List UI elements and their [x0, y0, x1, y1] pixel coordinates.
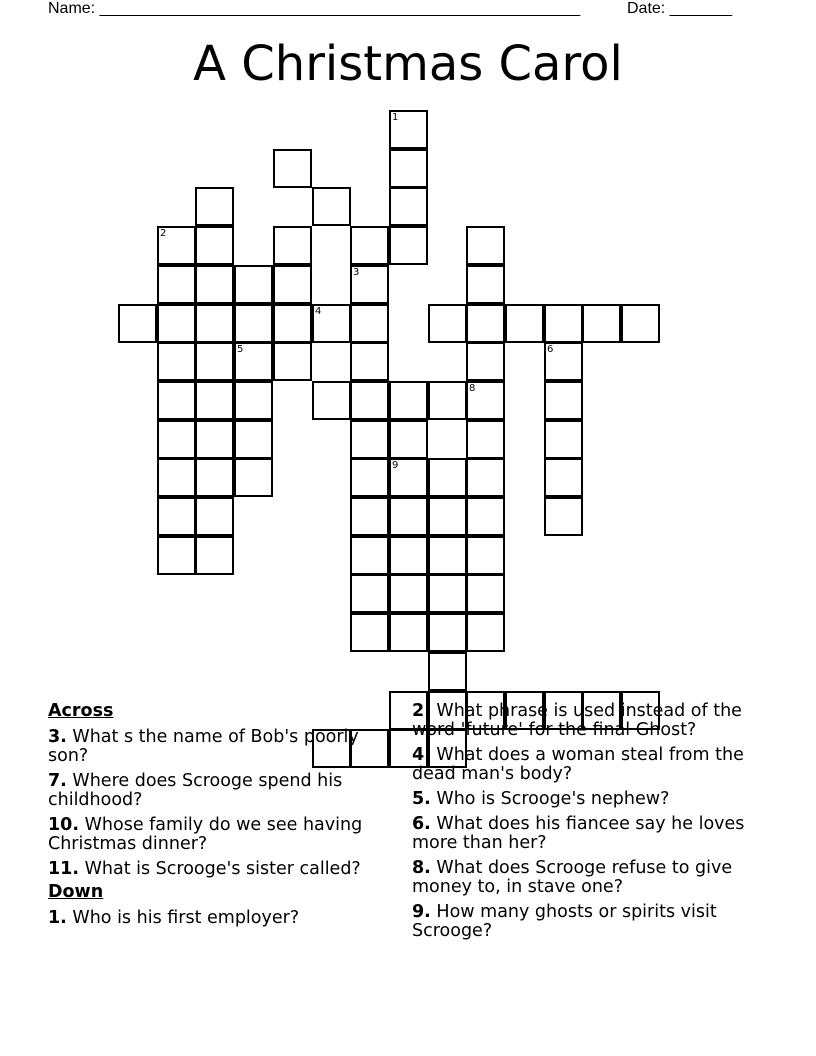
grid-cell[interactable]	[157, 265, 196, 304]
grid-cell[interactable]	[350, 613, 389, 652]
grid-cell[interactable]	[544, 497, 583, 536]
page-title: A Christmas Carol	[193, 36, 623, 92]
grid-cell[interactable]	[466, 381, 505, 420]
grid-cell[interactable]	[428, 381, 467, 420]
grid-cell[interactable]	[157, 458, 196, 497]
grid-cell[interactable]	[466, 265, 505, 304]
grid-cell[interactable]	[389, 497, 428, 536]
grid-cell[interactable]	[466, 497, 505, 536]
clue-across-11	[48, 860, 393, 879]
grid-cell[interactable]	[157, 342, 196, 381]
grid-cell[interactable]	[389, 110, 428, 149]
cell-number: 3	[353, 267, 360, 278]
grid-cell[interactable]	[466, 226, 505, 265]
grid-cell[interactable]	[234, 420, 273, 459]
grid-cell[interactable]	[389, 149, 428, 188]
clue-number: 4.	[412, 745, 431, 765]
cell-number: 4	[315, 306, 322, 317]
grid-cell[interactable]	[234, 458, 273, 497]
grid-cell[interactable]	[312, 304, 351, 343]
clue-text: What does a woman steal from the dead man's body?	[412, 745, 744, 784]
grid-cell[interactable]	[350, 497, 389, 536]
date-field-label[interactable]: Date: _______	[627, 0, 732, 17]
grid-cell[interactable]	[312, 381, 351, 420]
clue-number: 3.	[48, 727, 67, 747]
clue-across-10	[48, 816, 393, 854]
clue-number: 5.	[412, 789, 431, 809]
grid-cell[interactable]	[428, 536, 467, 575]
grid-cell[interactable]	[195, 265, 234, 304]
grid-cell[interactable]	[389, 187, 428, 226]
grid-cell[interactable]	[350, 420, 389, 459]
down-heading: Down	[48, 882, 104, 902]
grid-cell[interactable]	[350, 265, 389, 304]
clues-right-column	[412, 702, 772, 947]
grid-cell[interactable]	[273, 149, 312, 188]
clue-text: What is Scrooge's sister called?	[84, 859, 361, 879]
grid-cell[interactable]	[157, 536, 196, 575]
grid-cell[interactable]	[195, 381, 234, 420]
grid-cell[interactable]	[466, 342, 505, 381]
grid-cell[interactable]	[195, 420, 234, 459]
grid-cell[interactable]	[582, 304, 621, 343]
clue-text: Where does Scrooge spend his childhood?	[48, 771, 343, 810]
clue-down-4	[412, 746, 772, 784]
clue-text: How many ghosts or spirits visit Scrooge?	[412, 902, 717, 941]
clue-number: 6.	[412, 814, 431, 834]
grid-cell[interactable]	[273, 265, 312, 304]
cell-number: 5	[237, 344, 244, 355]
grid-cell[interactable]	[195, 342, 234, 381]
grid-cell[interactable]	[234, 304, 273, 343]
grid-cell[interactable]	[466, 574, 505, 613]
grid-cell[interactable]	[273, 342, 312, 381]
grid-cell[interactable]	[428, 574, 467, 613]
grid-cell[interactable]	[350, 226, 389, 265]
grid-cell[interactable]	[389, 420, 428, 459]
cell-number: 9	[392, 460, 399, 471]
clue-text: Whose family do we see having Christmas dinner?	[48, 815, 363, 854]
clue-number: 2.	[412, 701, 431, 721]
clue-down-6	[412, 815, 772, 853]
clue-number: 10.	[48, 815, 80, 835]
clue-down-2	[412, 702, 772, 740]
grid-cell[interactable]	[466, 458, 505, 497]
clue-number: 11.	[48, 859, 80, 879]
grid-cell[interactable]	[544, 342, 583, 381]
across-heading: Across	[48, 701, 114, 721]
clue-across-7	[48, 772, 393, 810]
grid-cell[interactable]	[234, 342, 273, 381]
grid-cell[interactable]	[428, 652, 467, 691]
grid-cell[interactable]	[350, 574, 389, 613]
cell-number: 8	[469, 383, 476, 394]
grid-cell[interactable]	[389, 613, 428, 652]
grid-cell[interactable]	[312, 187, 351, 226]
grid-cell[interactable]	[157, 304, 196, 343]
grid-cell[interactable]	[544, 381, 583, 420]
grid-cell[interactable]	[389, 458, 428, 497]
grid-cell[interactable]	[195, 187, 234, 226]
grid-cell[interactable]	[466, 420, 505, 459]
clues-left-column	[48, 702, 393, 934]
grid-cell[interactable]	[544, 304, 583, 343]
name-field-label[interactable]: Name: ______________________________________________________	[48, 0, 581, 17]
grid-cell[interactable]	[234, 265, 273, 304]
clue-text: What does his fiancee say he loves more than her?	[412, 814, 745, 853]
cell-number: 2	[160, 228, 167, 239]
grid-cell[interactable]	[350, 458, 389, 497]
cell-number: 1	[392, 112, 399, 123]
clue-number: 9.	[412, 902, 431, 922]
clue-number: 8.	[412, 858, 431, 878]
grid-cell[interactable]	[350, 342, 389, 381]
grid-cell[interactable]	[157, 497, 196, 536]
clue-text: Who is his first employer?	[72, 908, 300, 928]
cell-number: 6	[547, 344, 554, 355]
grid-cell[interactable]	[195, 497, 234, 536]
grid-cell[interactable]	[273, 226, 312, 265]
clue-text: What s the name of Bob's poorly son?	[48, 727, 359, 766]
grid-cell[interactable]	[389, 226, 428, 265]
grid-cell[interactable]	[466, 536, 505, 575]
grid-cell[interactable]	[195, 536, 234, 575]
grid-cell[interactable]	[195, 458, 234, 497]
grid-cell[interactable]	[234, 381, 273, 420]
clue-text: Who is Scrooge's nephew?	[436, 789, 670, 809]
grid-cell[interactable]	[389, 574, 428, 613]
grid-cell[interactable]	[428, 613, 467, 652]
clue-down-5	[412, 790, 772, 809]
grid-cell[interactable]	[157, 420, 196, 459]
grid-cell[interactable]	[544, 458, 583, 497]
clue-number: 7.	[48, 771, 67, 791]
grid-cell[interactable]	[389, 381, 428, 420]
clue-down-1	[48, 909, 393, 928]
clue-text: What phrase is used instead of the word 'future' for the final Ghost?	[412, 701, 742, 740]
clue-down-9	[412, 903, 772, 941]
grid-cell[interactable]	[350, 381, 389, 420]
clue-text: What does Scrooge refuse to give money to, in stave one?	[412, 858, 733, 897]
grid-cell[interactable]	[157, 381, 196, 420]
grid-cell[interactable]	[428, 304, 467, 343]
clue-number: 1.	[48, 908, 67, 928]
grid-cell[interactable]	[466, 613, 505, 652]
clue-across-3	[48, 728, 393, 766]
grid-cell[interactable]	[157, 226, 196, 265]
grid-cell[interactable]	[466, 304, 505, 343]
grid-cell[interactable]	[118, 304, 157, 343]
grid-cell[interactable]	[428, 458, 467, 497]
grid-cell[interactable]	[195, 226, 234, 265]
clue-down-8	[412, 859, 772, 897]
grid-cell[interactable]	[273, 304, 312, 343]
grid-cell[interactable]	[350, 304, 389, 343]
grid-cell[interactable]	[505, 304, 544, 343]
grid-cell[interactable]	[350, 536, 389, 575]
grid-cell[interactable]	[389, 536, 428, 575]
grid-cell[interactable]	[428, 497, 467, 536]
grid-cell[interactable]	[544, 420, 583, 459]
grid-cell[interactable]	[195, 304, 234, 343]
grid-cell[interactable]	[621, 304, 660, 343]
